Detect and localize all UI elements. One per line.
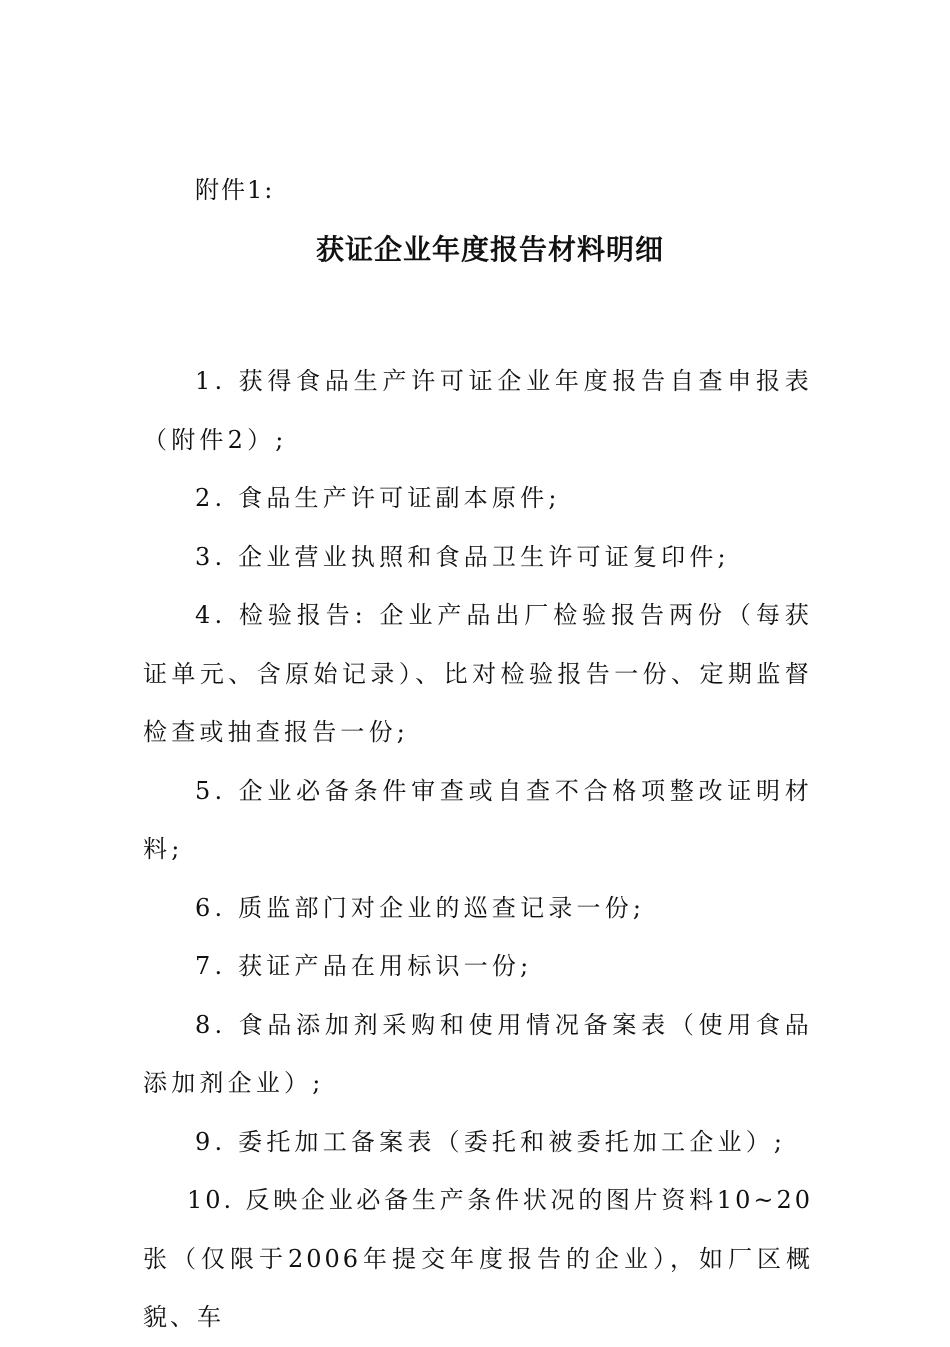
document-title: 获证企业年度报告材料明细 (315, 233, 664, 266)
attachment-label: 附件1: (195, 176, 275, 204)
list-item: 4. 检验报告: 企业产品出厂检验报告两份（每获证单元、含原始记录）、比对检验报告一份、定期监督检查或抽查报告一份; (143, 601, 813, 746)
list-item: 9. 委托加工备案表（委托和被委托加工企业）; (195, 1127, 787, 1156)
list-item: 3. 企业营业执照和食品卫生许可证复印件; (195, 542, 730, 571)
list-item: 5. 企业必备条件审查或自查不合格项整改证明材料; (143, 776, 813, 863)
list-item: 6. 质监部门对企业的巡查记录一份; (195, 893, 646, 922)
materials-list (143, 352, 813, 1347)
list-item: 1. 获得食品生产许可证企业年度报告自查申报表（附件2）; (143, 367, 813, 454)
list-item: 7. 获证产品在用标识一份; (195, 952, 533, 980)
list-item: 10. 反映企业必备生产条件状况的图片资料10~20张（仅限于2006年提交年度报告的企业），如厂区概貌、车 (143, 1186, 813, 1331)
list-item: 2. 食品生产许可证副本原件; (195, 484, 561, 512)
list-item: 8. 食品添加剂采购和使用情况备案表（使用食品添加剂企业）; (143, 1010, 813, 1097)
